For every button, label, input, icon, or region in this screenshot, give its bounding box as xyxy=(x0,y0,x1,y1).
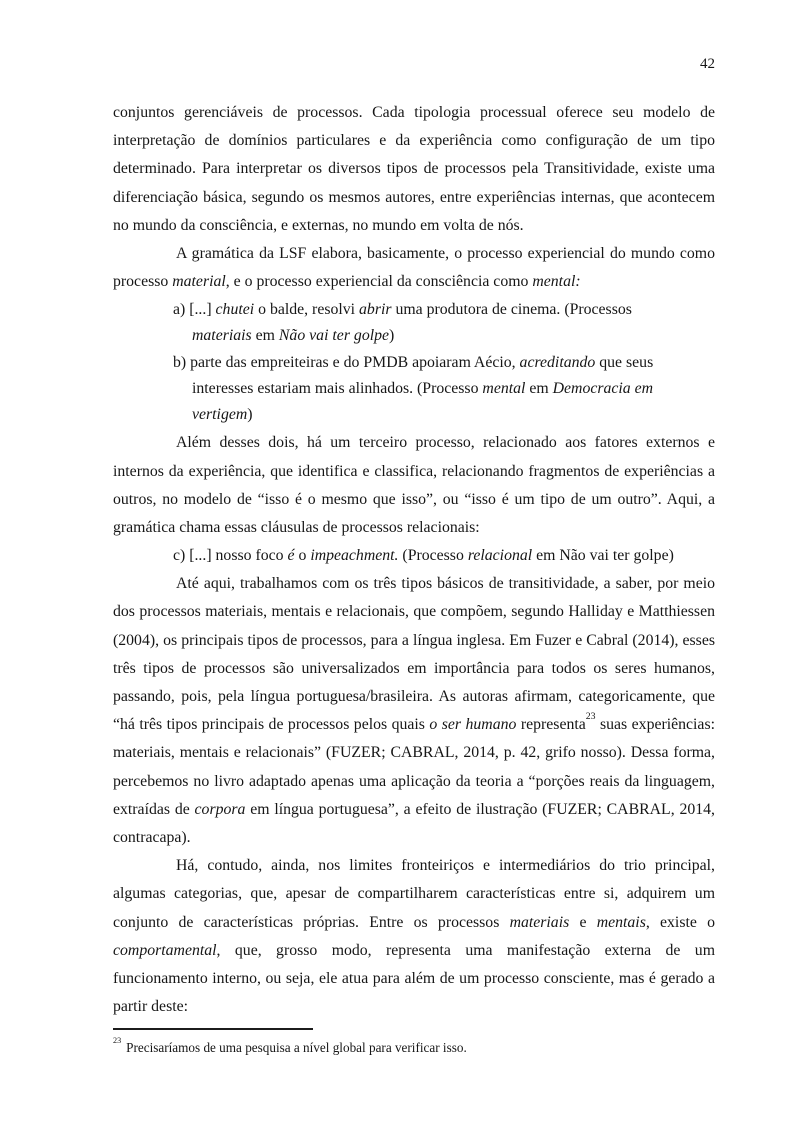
text-run: b) parte das empreiteiras e do PMDB apoiaram Aécio, xyxy=(173,354,520,372)
quote-line xyxy=(113,543,715,569)
text-run: , existe o xyxy=(645,913,715,931)
example-quote-b xyxy=(113,350,715,428)
italic-run: o ser humano xyxy=(429,716,517,734)
text-run: em Não vai ter golpe) xyxy=(532,547,674,565)
text-run: ) xyxy=(247,406,253,424)
italic-run: é xyxy=(287,547,295,565)
text-run: a) [...] xyxy=(173,301,216,319)
text-run: ) xyxy=(389,327,395,345)
quote-line xyxy=(113,376,715,402)
italic-run: Não vai ter golpe xyxy=(278,327,390,345)
text-run: Além desses dois, há um terceiro processo, relacionado aos fatores externos e internos da experiência, que identifica e classifica, relacionando fragmentos de experiências a outros, no modelo de “isso é o mesmo que isso”, ou “isso é um tipo de um outro”. Aqui, a gramática chama essas cláusulas de processos relacionais: xyxy=(113,434,715,537)
italic-run: relacional xyxy=(467,547,533,565)
text-run: em xyxy=(525,380,553,398)
example-quote-c xyxy=(113,543,715,569)
page-number: 42 xyxy=(700,56,715,72)
italic-run: impeachment. xyxy=(310,547,399,565)
italic-run: chutei xyxy=(215,301,255,319)
footnote-marker: 23 xyxy=(113,1036,122,1046)
text-run: interesses estariam mais alinhados. (Processo xyxy=(192,380,483,398)
footnote-text xyxy=(113,1036,715,1056)
text-run: (Processo xyxy=(398,547,468,565)
italic-run: abrir xyxy=(359,301,392,319)
italic-run: acreditando xyxy=(519,354,596,372)
paragraph-1 xyxy=(113,99,715,240)
text-run: e xyxy=(569,913,597,931)
italic-run: mental xyxy=(482,380,526,398)
italic-run: Democracia em xyxy=(552,380,654,398)
quote-line xyxy=(113,323,715,349)
text-run: , que, grosso modo, representa uma manifestação externa de um funcionamento interno, ou seja, ele atua para além de um processo consciente, mas é gerado a partir deste: xyxy=(113,941,715,1016)
quote-line xyxy=(113,402,715,428)
paragraph-3 xyxy=(113,429,715,542)
quote-line xyxy=(113,350,715,376)
text-run: representa xyxy=(516,716,586,734)
italic-run: material xyxy=(172,273,226,291)
footnote-reference: 23 xyxy=(585,710,596,722)
italic-run: mental: xyxy=(532,273,581,291)
paragraph-5 xyxy=(113,852,715,1021)
page-content xyxy=(113,99,715,1056)
text-run: Até aqui, trabalhamos com os três tipos básicos de transitividade, a saber, por meio dos processos materiais, mentais e relacionais, que compõem, segundo Halliday e Matthiessen (2004), os principais tipos de processos, para a língua inglesa. Em Fuzer e Cabral (2014), esses três tipos de processos são universalizados em importância para todos os seres humanos, passando, pois, pela língua portuguesa/brasileira. As autoras afirmam, categoricamente, que “há três tipos principais de processos pelos quais xyxy=(113,575,715,734)
text-run: suas experiências: materiais, mentais e relacionais” (FUZER; CABRAL, 2014, p. 42, grifo nosso). Dessa forma, percebemos no livro adaptado apenas uma aplicação da teoria a “porções reais da linguagem, extraídas de xyxy=(113,716,715,818)
text-run: Precisaríamos de uma pesquisa a nível global para verificar isso. xyxy=(126,1040,467,1056)
text-run: o balde, resolvi xyxy=(254,301,360,319)
text-run: o xyxy=(294,547,311,565)
italic-run: materiais xyxy=(192,327,252,345)
text-run: uma produtora de cinema. (Processos xyxy=(391,301,632,319)
text-run: conjuntos gerenciáveis de processos. Cada tipologia processual oferece seu modelo de interpretação de domínios particulares e da experiência como configuração de um tipo determinado. Para interpretar os diversos tipos de processos pela Transitividade, existe uma diferenciação básica, segundo os mesmos autores, entre experiências internas, que acontecem no mundo da consciência, e externas, no mundo em volta de nós. xyxy=(113,104,715,234)
italic-run: vertigem xyxy=(192,406,248,424)
quote-line xyxy=(113,297,715,323)
text-run: c) [...] nosso foco xyxy=(173,547,288,565)
text-run: , e o processo experiencial da consciência como xyxy=(225,273,533,291)
italic-run: comportamental xyxy=(113,941,217,959)
paragraph-2 xyxy=(113,240,715,296)
text-run: Há, contudo, ainda, nos limites fronteiriços e intermediários do trio principal, algumas categorias, que, apesar de compartilharem características entre si, adquirem um conjunto de características próprias. Entre os processos xyxy=(113,857,715,931)
text-run: em xyxy=(251,327,279,345)
paragraph-4 xyxy=(113,570,715,852)
text-run: A gramática da LSF elabora, basicamente, o processo experiencial do mundo como processo xyxy=(113,245,715,291)
italic-run: materiais xyxy=(509,913,570,931)
example-quote-a xyxy=(113,297,715,349)
italic-run: corpora xyxy=(194,800,246,818)
italic-run: mentais xyxy=(596,913,646,931)
text-run: que seus xyxy=(595,354,654,372)
footnote-section xyxy=(113,1028,715,1056)
footnote-rule xyxy=(113,1028,313,1030)
text-run: em língua portuguesa”, a efeito de ilustração (FUZER; CABRAL, 2014, contracapa). xyxy=(113,800,715,847)
